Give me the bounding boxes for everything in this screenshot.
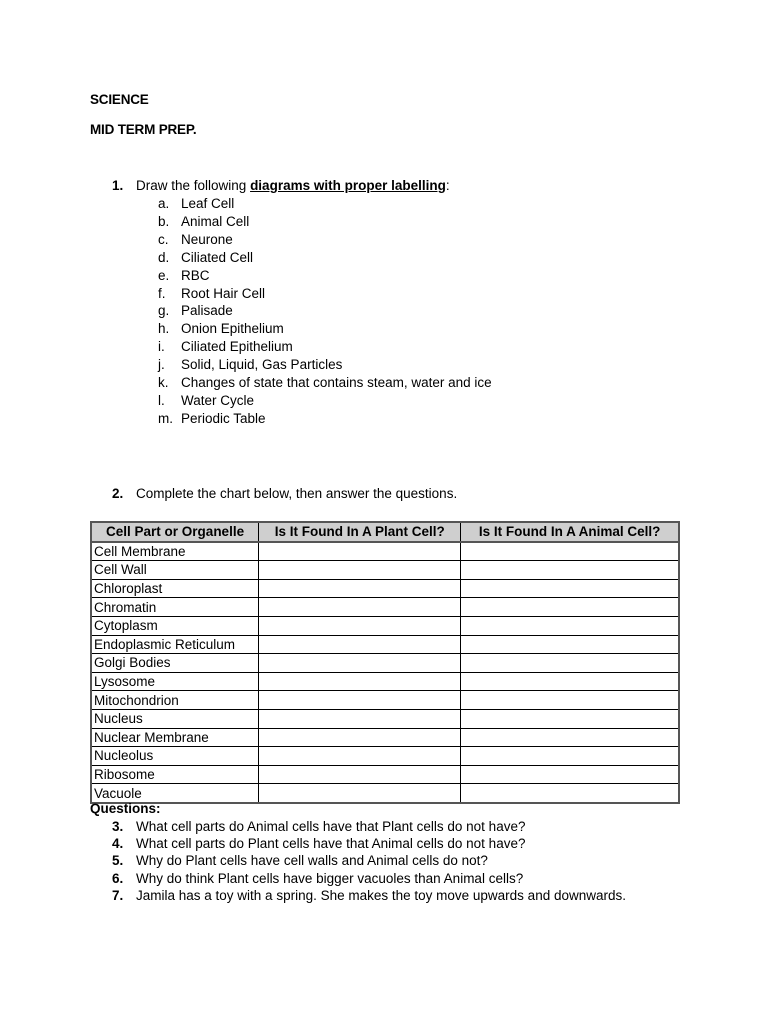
list-item — [112, 852, 626, 869]
organelle-name: Mitochondrion — [91, 691, 259, 710]
animal-answer-cell[interactable] — [461, 542, 679, 561]
list-item-letter: a. — [158, 196, 170, 211]
question-number: 3. — [112, 819, 124, 834]
list-item-text: Onion Epithelium — [181, 321, 284, 337]
animal-answer-cell[interactable] — [461, 616, 679, 635]
organelle-name: Ribosome — [91, 765, 259, 784]
list-item-text: Animal Cell — [181, 213, 250, 229]
plant-answer-cell[interactable] — [259, 579, 461, 598]
list-item — [150, 285, 492, 303]
list-item — [150, 374, 492, 392]
table-header-row — [91, 522, 679, 542]
list-item-text: Palisade — [181, 303, 233, 319]
animal-answer-cell[interactable] — [461, 635, 679, 654]
question-text: What cell parts do Animal cells have that Plant cells do not have? — [136, 819, 526, 834]
list-item — [150, 195, 492, 213]
organelle-name: Chromatin — [91, 598, 259, 617]
list-item — [150, 338, 492, 356]
list-item — [150, 356, 492, 374]
plant-answer-cell[interactable] — [259, 561, 461, 580]
plant-answer-cell[interactable] — [259, 598, 461, 617]
subject-heading: SCIENCE — [90, 92, 149, 107]
question-text: Jamila has a toy with a spring. She makes the toy move upwards and downwards. — [136, 887, 626, 903]
list-item-letter: d. — [158, 249, 170, 265]
list-item-text: Water Cycle — [181, 392, 255, 408]
table-row — [91, 784, 679, 803]
organelle-name: Cell Membrane — [91, 542, 259, 561]
list-item-letter: e. — [158, 267, 170, 283]
question-2-number: 2. — [112, 486, 124, 501]
plant-answer-cell[interactable] — [259, 672, 461, 691]
plant-answer-cell[interactable] — [259, 616, 461, 635]
list-item — [150, 392, 492, 410]
question-text: What cell parts do Plant cells have that Animal cells do not have? — [136, 836, 526, 852]
table-row — [91, 765, 679, 784]
question-number: 4. — [112, 836, 124, 852]
list-item — [112, 835, 626, 852]
organelle-name: Endoplasmic Reticulum — [91, 635, 259, 654]
organelle-name: Nuclear Membrane — [91, 728, 259, 747]
list-item — [150, 231, 492, 249]
list-item — [150, 267, 492, 285]
list-item — [112, 887, 626, 904]
table-row — [91, 542, 679, 561]
plant-answer-cell[interactable] — [259, 691, 461, 710]
animal-answer-cell[interactable] — [461, 728, 679, 747]
table-row — [91, 598, 679, 617]
list-item-letter: g. — [158, 303, 170, 319]
animal-answer-cell[interactable] — [461, 709, 679, 728]
list-item-letter: f. — [158, 285, 166, 301]
plant-answer-cell[interactable] — [259, 728, 461, 747]
question-number: 7. — [112, 887, 124, 903]
organelle-name: Nucleus — [91, 709, 259, 728]
organelle-name: Golgi Bodies — [91, 654, 259, 673]
question-2 — [112, 485, 732, 502]
table-row — [91, 728, 679, 747]
column-header-plant: Is It Found In A Plant Cell? — [259, 522, 461, 542]
animal-answer-cell[interactable] — [461, 784, 679, 803]
list-item-letter: j. — [158, 357, 165, 373]
diagram-list — [150, 195, 492, 428]
question-text: Why do think Plant cells have bigger vacuoles than Animal cells? — [136, 870, 524, 886]
questions-list — [112, 818, 626, 904]
table-row — [91, 747, 679, 766]
list-item-text: Ciliated Cell — [181, 249, 254, 265]
list-item — [150, 320, 492, 338]
column-header-animal: Is It Found In A Animal Cell? — [461, 522, 679, 542]
question-1-number: 1. — [112, 178, 124, 193]
column-header-organelle: Cell Part or Organelle — [91, 522, 259, 542]
table-row — [91, 672, 679, 691]
list-item — [150, 302, 492, 320]
question-number: 6. — [112, 870, 124, 886]
question-1-suffix: : — [445, 178, 450, 193]
table-row — [91, 635, 679, 654]
list-item-text: Leaf Cell — [181, 196, 235, 211]
organelle-name: Cytoplasm — [91, 616, 259, 635]
plant-answer-cell[interactable] — [259, 784, 461, 803]
animal-answer-cell[interactable] — [461, 691, 679, 710]
plant-answer-cell[interactable] — [259, 765, 461, 784]
list-item-text: Changes of state that contains steam, water and ice — [181, 375, 492, 391]
list-item-letter: l. — [158, 392, 165, 408]
list-item-text: RBC — [181, 267, 210, 283]
list-item-letter: c. — [158, 231, 169, 247]
organelle-name: Cell Wall — [91, 561, 259, 580]
table-row — [91, 654, 679, 673]
organelle-name: Lysosome — [91, 672, 259, 691]
animal-answer-cell[interactable] — [461, 561, 679, 580]
table-row — [91, 561, 679, 580]
organelle-table — [90, 521, 680, 804]
animal-answer-cell[interactable] — [461, 747, 679, 766]
list-item-text: Periodic Table — [181, 410, 266, 426]
questions-heading: Questions: — [90, 801, 161, 816]
question-1-emphasis: diagrams with proper labelling — [250, 178, 446, 193]
list-item-letter: i. — [158, 339, 165, 355]
animal-answer-cell[interactable] — [461, 765, 679, 784]
list-item-text: Neurone — [181, 231, 233, 247]
plant-answer-cell[interactable] — [259, 747, 461, 766]
organelle-name: Vacuole — [91, 784, 259, 803]
plant-answer-cell[interactable] — [259, 635, 461, 654]
table-row — [91, 616, 679, 635]
list-item-text: Solid, Liquid, Gas Particles — [181, 357, 343, 373]
question-1-intro: Draw the following — [136, 178, 251, 193]
animal-answer-cell[interactable] — [461, 579, 679, 598]
animal-answer-cell[interactable] — [461, 598, 679, 617]
animal-answer-cell[interactable] — [461, 654, 679, 673]
plant-answer-cell[interactable] — [259, 709, 461, 728]
list-item — [150, 213, 492, 231]
list-item — [112, 818, 626, 835]
plant-answer-cell[interactable] — [259, 542, 461, 561]
question-2-text: Complete the chart below, then answer the questions. — [136, 486, 458, 501]
organelle-name: Nucleolus — [91, 747, 259, 766]
list-item-letter: k. — [158, 375, 169, 391]
list-item-text: Root Hair Cell — [181, 285, 266, 301]
table-row — [91, 709, 679, 728]
list-item — [150, 249, 492, 267]
organelle-chart — [90, 521, 680, 804]
list-item-letter: m. — [158, 410, 173, 426]
list-item-text: Ciliated Epithelium — [181, 339, 293, 355]
organelle-name: Chloroplast — [91, 579, 259, 598]
list-item-letter: b. — [158, 213, 170, 229]
table-row — [91, 579, 679, 598]
question-number: 5. — [112, 853, 124, 869]
list-item — [150, 410, 492, 428]
plant-answer-cell[interactable] — [259, 654, 461, 673]
animal-answer-cell[interactable] — [461, 672, 679, 691]
table-row — [91, 691, 679, 710]
question-1 — [112, 177, 732, 194]
list-item-letter: h. — [158, 321, 170, 337]
subtitle-heading: MID TERM PREP. — [90, 122, 197, 137]
question-text: Why do Plant cells have cell walls and Animal cells do not? — [136, 853, 488, 869]
list-item — [112, 870, 626, 887]
